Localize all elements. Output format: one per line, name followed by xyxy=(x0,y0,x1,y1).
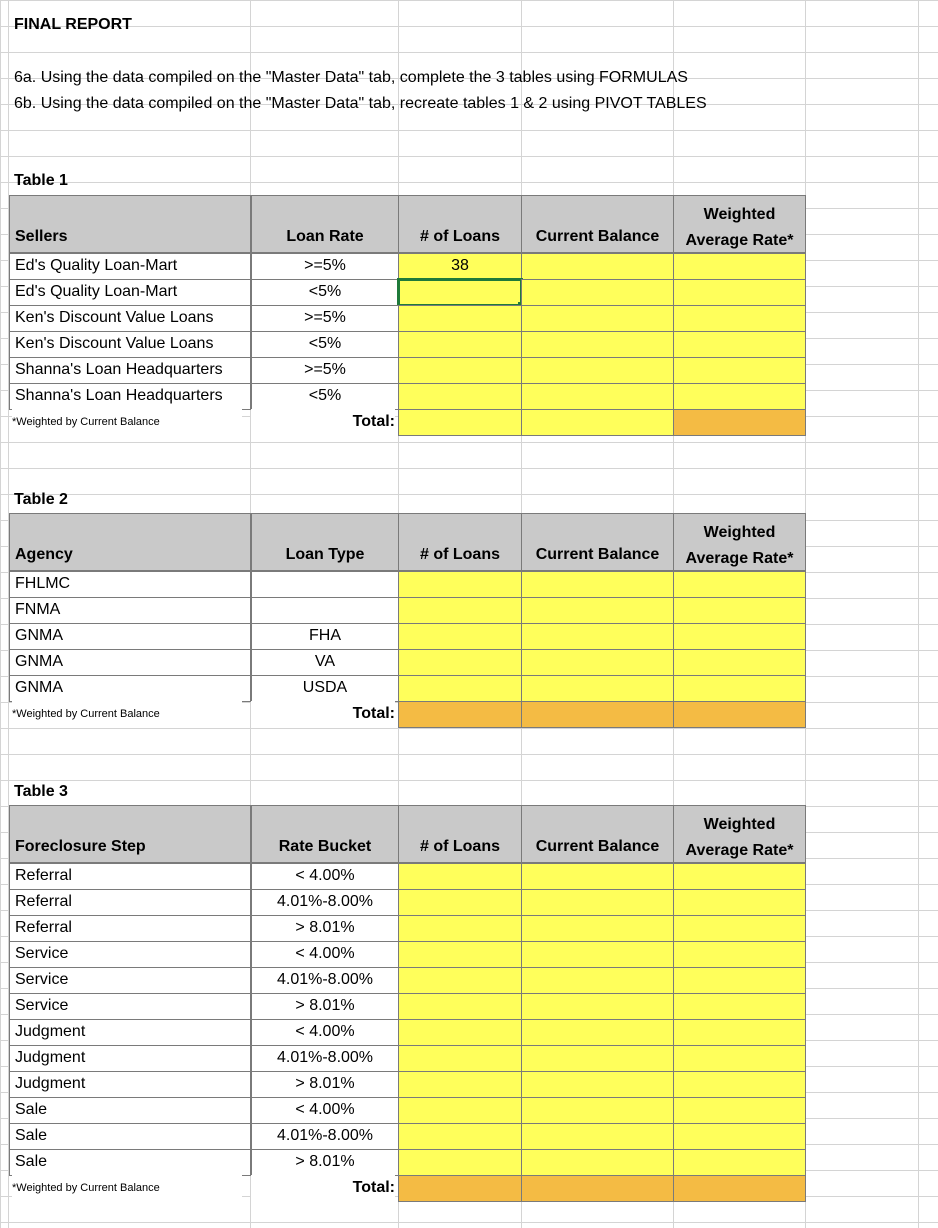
table2-row-category[interactable]: FHA xyxy=(251,623,399,650)
table1-loans-cell[interactable] xyxy=(398,279,522,306)
table1-row-category[interactable]: >=5% xyxy=(251,253,399,280)
table3-header-loans[interactable]: # of Loans xyxy=(398,805,522,863)
grid-line xyxy=(918,0,919,1228)
table3-rate-cell[interactable] xyxy=(673,1149,806,1176)
table1-row-label[interactable]: Ken's Discount Value Loans xyxy=(9,331,251,358)
table2-rate-cell[interactable] xyxy=(673,675,806,702)
table3-row-label[interactable]: Sale xyxy=(9,1097,251,1124)
table3-row-category[interactable]: > 8.01% xyxy=(251,993,399,1020)
table3-row-label[interactable]: Sale xyxy=(9,1123,251,1150)
table2-row-label[interactable]: GNMA xyxy=(9,675,251,702)
table2-row-label[interactable]: GNMA xyxy=(9,623,251,650)
table3-balance-cell[interactable] xyxy=(521,889,674,916)
table1-row-label[interactable]: Shanna's Loan Headquarters xyxy=(9,357,251,384)
table2-total-loans[interactable] xyxy=(398,701,522,728)
table2-header-col2[interactable]: Loan Type xyxy=(251,513,399,571)
table1-total-rate[interactable] xyxy=(673,409,806,436)
table3-balance-cell[interactable] xyxy=(521,993,674,1020)
table3-total-balance[interactable] xyxy=(521,1175,674,1202)
table3-total-label[interactable]: Total: xyxy=(251,1175,395,1201)
table3-loans-cell[interactable] xyxy=(398,967,522,994)
table3-row-category[interactable]: < 4.00% xyxy=(251,863,399,890)
table1-balance-cell[interactable] xyxy=(521,305,674,332)
table3-balance-cell[interactable] xyxy=(521,915,674,942)
table1-rate-cell[interactable] xyxy=(673,357,806,384)
table3-footnote[interactable]: *Weighted by Current Balance xyxy=(12,1175,242,1201)
table1-rate-cell[interactable] xyxy=(673,279,806,306)
table2-rate-cell[interactable] xyxy=(673,649,806,676)
table2-loans-cell[interactable] xyxy=(398,623,522,650)
table3-row-category[interactable]: > 8.01% xyxy=(251,1071,399,1098)
table3-loans-cell[interactable] xyxy=(398,1019,522,1046)
table2-loans-cell[interactable] xyxy=(398,675,522,702)
table2-row-label[interactable]: FHLMC xyxy=(9,571,251,598)
table2-loans-cell[interactable] xyxy=(398,571,522,598)
table3-loans-cell[interactable] xyxy=(398,1045,522,1072)
table2-row-category[interactable] xyxy=(251,597,399,624)
table2-balance-cell[interactable] xyxy=(521,623,674,650)
table2-balance-cell[interactable] xyxy=(521,571,674,598)
table3-title[interactable]: Table 3 xyxy=(14,783,68,800)
table3-loans-cell[interactable] xyxy=(398,1097,522,1124)
table2-header-balance[interactable]: Current Balance xyxy=(521,513,674,571)
table1-total-loans[interactable] xyxy=(398,409,522,436)
table1-loans-cell[interactable] xyxy=(398,383,522,410)
table1-header-col2[interactable]: Loan Rate xyxy=(251,195,399,253)
table3-row-label[interactable]: Sale xyxy=(9,1149,251,1176)
table3-loans-cell[interactable] xyxy=(398,993,522,1020)
table2-total-label[interactable]: Total: xyxy=(251,701,395,727)
table3-balance-cell[interactable] xyxy=(521,863,674,890)
table1-loans-cell[interactable] xyxy=(398,357,522,384)
table3-balance-cell[interactable] xyxy=(521,1071,674,1098)
table1-header-loans[interactable]: # of Loans xyxy=(398,195,522,253)
table3-header-weighted[interactable] xyxy=(673,805,806,863)
table2-row-label[interactable]: GNMA xyxy=(9,649,251,676)
table3-row-category[interactable]: 4.01%-8.00% xyxy=(251,1123,399,1150)
table1-balance-cell[interactable] xyxy=(521,331,674,358)
table2-row-category[interactable]: USDA xyxy=(251,675,399,702)
table1-header-balance[interactable]: Current Balance xyxy=(521,195,674,253)
table3-row-category[interactable]: 4.01%-8.00% xyxy=(251,889,399,916)
table2-balance-cell[interactable] xyxy=(521,675,674,702)
table3-row-label[interactable]: Service xyxy=(9,941,251,968)
weighted-label-bottom: Average Rate* xyxy=(685,232,794,249)
table3-rate-cell[interactable] xyxy=(673,1019,806,1046)
table3-rate-cell[interactable] xyxy=(673,915,806,942)
table1-row-category[interactable]: >=5% xyxy=(251,357,399,384)
table3-row-category[interactable]: > 8.01% xyxy=(251,1149,399,1176)
table1-total-balance[interactable] xyxy=(521,409,674,436)
table3-row-label[interactable]: Service xyxy=(9,967,251,994)
table3-rate-cell[interactable] xyxy=(673,967,806,994)
table3-header-col1[interactable]: Foreclosure Step xyxy=(9,805,251,863)
table3-loans-cell[interactable] xyxy=(398,889,522,916)
table1-rate-cell[interactable] xyxy=(673,331,806,358)
table3-row-label[interactable]: Service xyxy=(9,993,251,1020)
table1-rate-cell[interactable] xyxy=(673,305,806,332)
table1-row-category[interactable]: >=5% xyxy=(251,305,399,332)
table3-row-label[interactable]: Judgment xyxy=(9,1045,251,1072)
table2-loans-cell[interactable] xyxy=(398,597,522,624)
table3-rate-cell[interactable] xyxy=(673,941,806,968)
table3-total-rate[interactable] xyxy=(673,1175,806,1202)
table3-row-category[interactable]: 4.01%-8.00% xyxy=(251,967,399,994)
table1-row-label[interactable]: Ken's Discount Value Loans xyxy=(9,305,251,332)
weighted-label-top: Weighted xyxy=(703,524,776,541)
table3-row-label[interactable]: Judgment xyxy=(9,1071,251,1098)
table2-title[interactable]: Table 2 xyxy=(14,491,68,508)
table3-rate-cell[interactable] xyxy=(673,863,806,890)
table2-header-loans[interactable]: # of Loans xyxy=(398,513,522,571)
table3-row-category[interactable]: 4.01%-8.00% xyxy=(251,1045,399,1072)
table3-total-loans[interactable] xyxy=(398,1175,522,1202)
table1-balance-cell[interactable] xyxy=(521,383,674,410)
weighted-label-bottom: Average Rate* xyxy=(685,842,794,859)
table3-balance-cell[interactable] xyxy=(521,1019,674,1046)
table1-row-label[interactable]: Shanna's Loan Headquarters xyxy=(9,383,251,410)
weighted-label-top: Weighted xyxy=(703,816,776,833)
table3-loans-cell[interactable] xyxy=(398,1149,522,1176)
table2-rate-cell[interactable] xyxy=(673,571,806,598)
table3-rate-cell[interactable] xyxy=(673,1097,806,1124)
instruction-6a[interactable]: 6a. Using the data compiled on the "Master Data" tab, complete the 3 tables using FORMULAS xyxy=(14,69,688,86)
table3-rate-cell[interactable] xyxy=(673,1071,806,1098)
table1-title[interactable]: Table 1 xyxy=(14,172,68,189)
table1-loans-cell[interactable]: 38 xyxy=(398,253,522,280)
table3-row-category[interactable]: < 4.00% xyxy=(251,1019,399,1046)
table2-rate-cell[interactable] xyxy=(673,623,806,650)
table1-loans-cell[interactable] xyxy=(398,331,522,358)
table2-header-col1[interactable]: Agency xyxy=(9,513,251,571)
table3-balance-cell[interactable] xyxy=(521,1149,674,1176)
table3-row-category[interactable]: < 4.00% xyxy=(251,941,399,968)
table2-row-label[interactable]: FNMA xyxy=(9,597,251,624)
table1-row-label[interactable]: Ed's Quality Loan-Mart xyxy=(9,253,251,280)
weighted-label-bottom: Average Rate* xyxy=(685,550,794,567)
table1-balance-cell[interactable] xyxy=(521,253,674,280)
table1-row-category[interactable]: <5% xyxy=(251,331,399,358)
table1-header-col1[interactable]: Sellers xyxy=(9,195,251,253)
instruction-6b[interactable]: 6b. Using the data compiled on the "Master Data" tab, recreate tables 1 & 2 using PIVOT TABLES xyxy=(14,95,707,112)
table3-header-balance[interactable]: Current Balance xyxy=(521,805,674,863)
table2-balance-cell[interactable] xyxy=(521,597,674,624)
table2-footnote[interactable]: *Weighted by Current Balance xyxy=(12,701,242,727)
table3-row-label[interactable]: Referral xyxy=(9,889,251,916)
table2-rate-cell[interactable] xyxy=(673,597,806,624)
table2-row-category[interactable]: VA xyxy=(251,649,399,676)
table2-loans-cell[interactable] xyxy=(398,649,522,676)
table3-balance-cell[interactable] xyxy=(521,1045,674,1072)
table3-loans-cell[interactable] xyxy=(398,915,522,942)
table2-header-weighted[interactable] xyxy=(673,513,806,571)
table2-row-category[interactable] xyxy=(251,571,399,598)
table3-rate-cell[interactable] xyxy=(673,889,806,916)
table3-balance-cell[interactable] xyxy=(521,941,674,968)
table3-rate-cell[interactable] xyxy=(673,1123,806,1150)
table3-balance-cell[interactable] xyxy=(521,1123,674,1150)
table2-total-rate[interactable] xyxy=(673,701,806,728)
table3-row-category[interactable]: < 4.00% xyxy=(251,1097,399,1124)
table1-footnote[interactable]: *Weighted by Current Balance xyxy=(12,409,242,435)
table3-rate-cell[interactable] xyxy=(673,1045,806,1072)
table1-loans-cell[interactable] xyxy=(398,305,522,332)
table3-row-label[interactable]: Referral xyxy=(9,915,251,942)
table3-loans-cell[interactable] xyxy=(398,1071,522,1098)
table3-header-col2[interactable]: Rate Bucket xyxy=(251,805,399,863)
table3-row-label[interactable]: Referral xyxy=(9,863,251,890)
table1-balance-cell[interactable] xyxy=(521,279,674,306)
table1-row-category[interactable]: <5% xyxy=(251,279,399,306)
table3-loans-cell[interactable] xyxy=(398,941,522,968)
table3-balance-cell[interactable] xyxy=(521,1097,674,1124)
table3-loans-cell[interactable] xyxy=(398,863,522,890)
table1-header-weighted[interactable] xyxy=(673,195,806,253)
table1-rate-cell[interactable] xyxy=(673,383,806,410)
table1-rate-cell[interactable] xyxy=(673,253,806,280)
table3-balance-cell[interactable] xyxy=(521,967,674,994)
table3-row-label[interactable]: Judgment xyxy=(9,1019,251,1046)
table1-balance-cell[interactable] xyxy=(521,357,674,384)
table1-row-category[interactable]: <5% xyxy=(251,383,399,410)
table2-total-balance[interactable] xyxy=(521,701,674,728)
table1-total-label[interactable]: Total: xyxy=(251,409,395,435)
table3-loans-cell[interactable] xyxy=(398,1123,522,1150)
report-title[interactable]: FINAL REPORT xyxy=(14,16,132,33)
table1-row-label[interactable]: Ed's Quality Loan-Mart xyxy=(9,279,251,306)
table3-rate-cell[interactable] xyxy=(673,993,806,1020)
table2-balance-cell[interactable] xyxy=(521,649,674,676)
table3-row-category[interactable]: > 8.01% xyxy=(251,915,399,942)
weighted-label-top: Weighted xyxy=(703,206,776,223)
